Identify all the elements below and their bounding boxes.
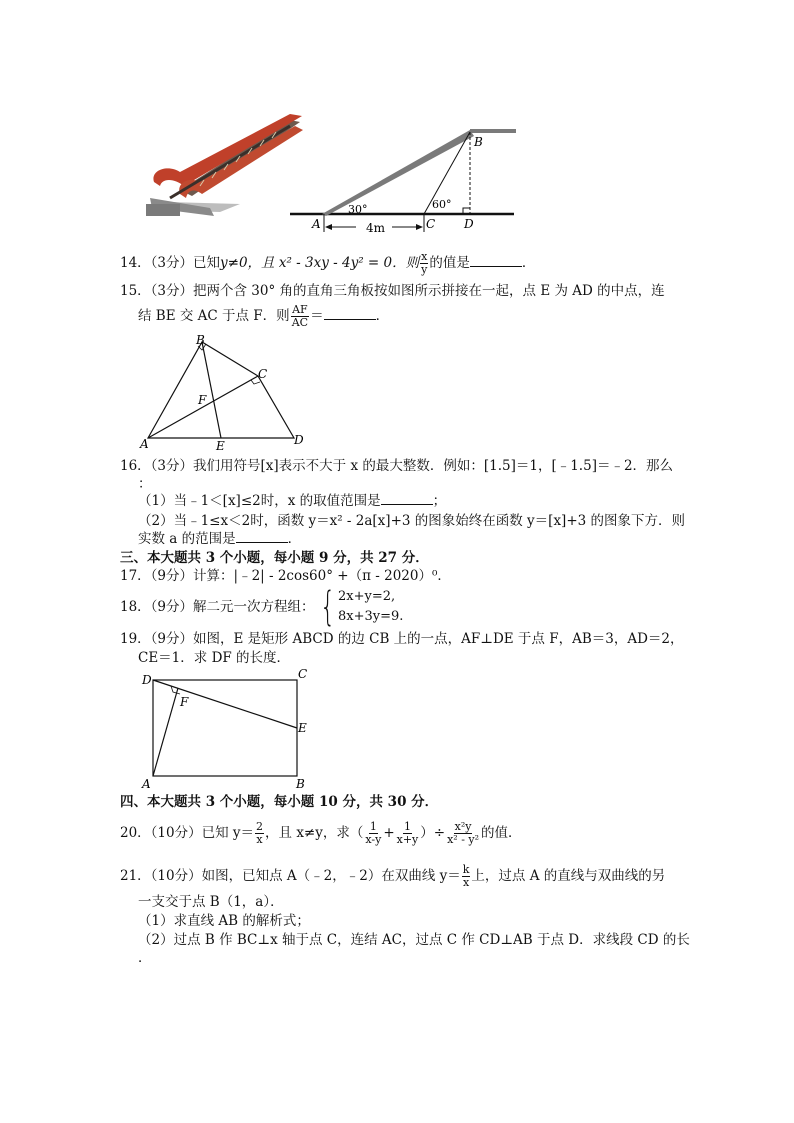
escalator-image (140, 112, 308, 220)
q20-n2: 1 (369, 819, 377, 833)
question-21-part-2: （2）过点 B 作 BC⊥x 轴于点 C，连结 AC，过点 C 作 CD⊥AB 于点 D．求线段 CD 的长 (138, 932, 690, 948)
q14-prefix: 14．（3分）已知 (120, 255, 221, 271)
q15-answer-blank[interactable] (324, 307, 376, 320)
fig15-C: C (258, 367, 268, 381)
q18-eq2: 8x+3y=9. (337, 609, 404, 624)
q16-part2-end: ． (287, 531, 302, 547)
question-21-part-2-end: ． (138, 950, 152, 966)
q14-answer-blank[interactable] (470, 254, 522, 267)
fig15-B: B (196, 334, 205, 347)
question-21-line-2: 一支交于点 B（1，a）． (138, 894, 284, 910)
fig15-D: D (294, 433, 304, 447)
q14-fraction (420, 251, 428, 276)
q18-prefix: 18．（9分）解二元一次方程组： (120, 599, 315, 615)
question-15-line-2: 结 BE 交 AC 于点 F．则 $\frac{AF}{AC}$ ＝ ． (138, 303, 390, 329)
question-16-part-1 (138, 492, 446, 510)
q21-num: k (462, 862, 470, 876)
q20-n3: 1 (403, 819, 411, 833)
q14-num: x (421, 250, 428, 263)
q15-den: AC (291, 316, 309, 329)
question-16-line-1b: ： (138, 476, 152, 492)
q20-frac-1 (255, 821, 264, 846)
q20-mid: ，且 x≠y，求（ (265, 825, 364, 841)
section-4-heading: 四、本大题共 3 个小题，每小题 10 分，共 30 分． (120, 794, 439, 810)
question-20 (120, 813, 522, 853)
q16-part2-text: 实数 a 的范围是 (138, 531, 236, 547)
label-C: C (426, 217, 436, 231)
q16-part1-text: （1）当﹣1＜[x]≤2时，x 的取值范围是 (138, 493, 381, 509)
question-21-part-1: （1）求直线 AB 的解析式； (138, 913, 310, 929)
q21-text-b: 上，过点 A 的直线与双曲线的另 (471, 868, 666, 884)
question-19-line-1: 19．（9分）如图，E 是矩形 ABCD 的边 CB 上的一点，AF⊥DE 于点 F，AB＝3，AD＝2， (120, 631, 684, 647)
fig15-A: A (140, 437, 149, 450)
escalator-diagram (288, 124, 520, 240)
fig15-F: F (198, 393, 207, 407)
q14-condition: y≠0，且 x² - 3xy - 4y² = 0．则 (220, 255, 420, 271)
q21-den: x (462, 875, 470, 889)
q20-d2: x-y (365, 832, 382, 846)
question-16-part-2: （2）当﹣1≤x＜2时，函数 y＝x² - 2a[x]+3 的图象始终在函数 y＝[x]+3 的图象下方．则 (138, 513, 686, 529)
fig19-C: C (298, 668, 308, 681)
rectangle-diagram-19 (140, 668, 316, 792)
q21-fraction (462, 864, 471, 889)
question-14: 14．（3分）已知y≠0，且 x² - 3xy - 4y² = 0．则 $\frac{x}{y}$ 的值是 ． (120, 250, 536, 276)
fig19-F: F (180, 695, 189, 709)
q20-d3: x+y (396, 832, 419, 846)
q15-eq: ＝ (310, 308, 324, 324)
fig19-D: D (142, 673, 152, 687)
fig15-E: E (216, 439, 225, 450)
label-D: D (464, 217, 474, 231)
angle-60: 60° (432, 198, 452, 211)
section-3-heading: 三、本大题共 3 个小题，每小题 9 分，共 27 分． (120, 550, 429, 566)
q18-equation-system (315, 584, 404, 630)
q20-d1: x (256, 832, 263, 846)
label-A: A (312, 217, 321, 231)
q18-brace-icon: { (319, 584, 335, 630)
q20-frac-3 (396, 821, 420, 846)
fig19-A: A (142, 777, 151, 791)
question-21-line-1 (120, 858, 665, 894)
q16-part1-blank[interactable] (381, 492, 433, 505)
q18-eq1: 2x+y=2, (337, 589, 396, 604)
q16-part1-end: ； (432, 493, 447, 509)
q15-fraction (291, 304, 309, 329)
q14-den: y (421, 263, 428, 276)
q20-post: 的值． (481, 825, 522, 841)
question-15-line-1: 15．（3分）把两个含 30° 角的直角三角板按如图所示拼接在一起，点 E 为 AD 的中点，连 (120, 283, 665, 299)
triangle-diagram-15 (138, 334, 318, 450)
q16-part2-blank[interactable] (236, 530, 288, 543)
q20-frac-2 (364, 821, 382, 846)
q21-text-a: 21．（10分）如图，已知点 A（﹣2，﹣2）在双曲线 y＝ (120, 868, 461, 884)
label-B: B (474, 135, 483, 149)
q15-num: AF (292, 303, 308, 316)
fig19-B: B (296, 777, 305, 791)
question-17: 17．（9分）计算：|﹣2| - 2cos60° +（π - 2020）⁰． (120, 568, 451, 584)
q20-prefix: 20．（10分）已知 y＝ (120, 825, 255, 841)
question-16-part-2b (138, 530, 301, 548)
q14-suffix: 的值是 (429, 255, 470, 271)
q20-n1: 2 (256, 819, 264, 833)
fig19-E: E (298, 721, 307, 735)
length-4m: 4m (366, 221, 386, 235)
question-16-line-1: 16．（3分）我们用符号[x]表示不大于 x 的最大整数．例如：[1.5]＝1，[﹣1.5]＝﹣2．那么 (120, 458, 674, 474)
question-19-line-2: CE＝1．求 DF 的长度． (138, 650, 291, 666)
q20-div: ）÷ (420, 825, 446, 841)
q15-text: 结 BE 交 AC 于点 F．则 (138, 308, 290, 324)
q20-n4: x²y (454, 819, 472, 833)
q20-frac-4 (446, 821, 480, 846)
q20-d4: x² - y² (447, 832, 480, 846)
angle-30: 30° (348, 203, 368, 216)
question-18 (120, 585, 403, 629)
q20-plus: + (383, 825, 395, 841)
